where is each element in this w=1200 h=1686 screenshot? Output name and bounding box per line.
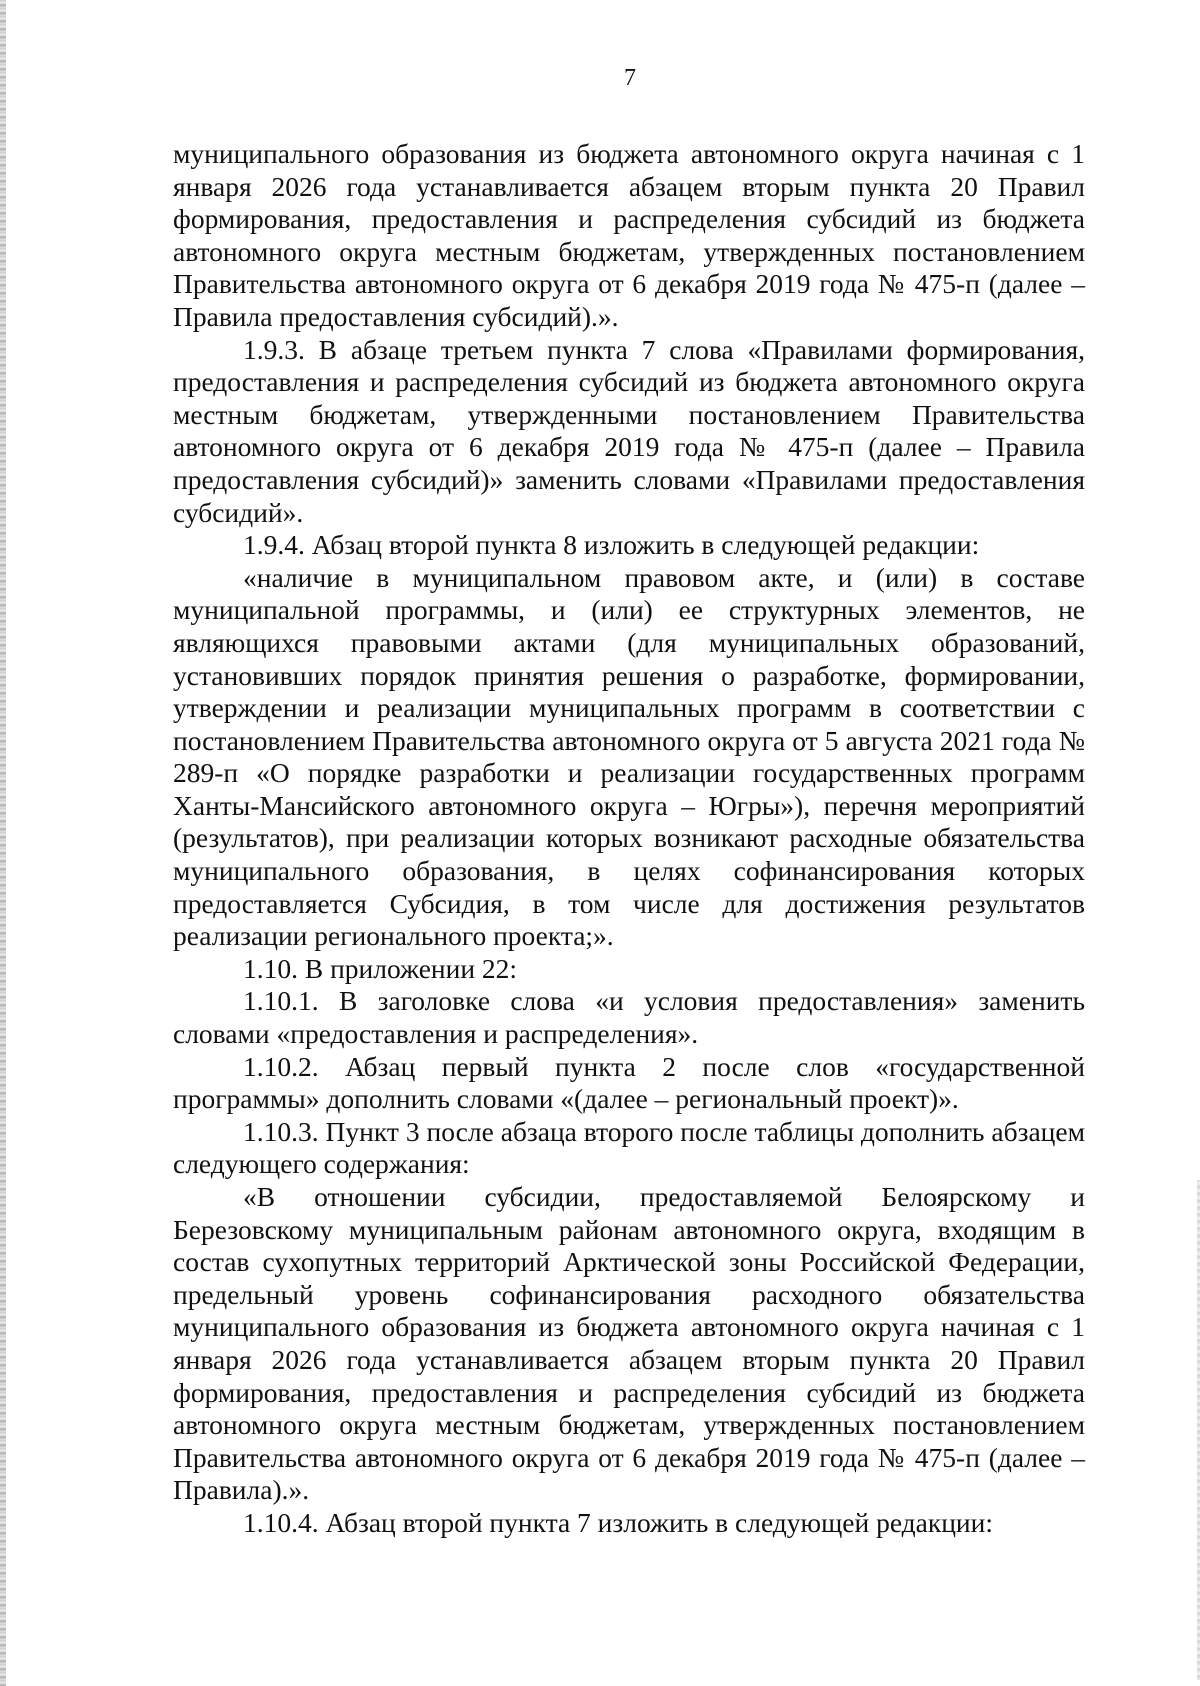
paragraph: 1.9.4. Абзац второй пункта 8 изложить в следующей редакции: bbox=[243, 529, 980, 561]
paragraph: 1.10. В приложении 22: bbox=[243, 952, 518, 984]
paragraph: «В отношении субсидии, предоставляемой Белоярскому и Березовскому муниципальным районам автономного округа, входящим в состав сухопутных территорий Арктической зоны Российской Федерации, предельный уровень софинансирования расходного обязательства муниципального образования из бюджета автономного округа начиная с 1 января 2026 года устанавливается абзацем вторым пункта 20 Правил формирования, предоставления и распределения субсидий из бюджета автономного округа местным бюджетам, утвержденных постановлением Правительства автономного округа от 6 декабря 2019 года № 475-п (далее – Правила).». bbox=[173, 1181, 1085, 1506]
document-body bbox=[173, 138, 1085, 1540]
paragraph: 1.9.3. В абзаце третьем пункта 7 слова «Правилами формирования, предоставления и распределения субсидий из бюджета автономного округа местным бюджетам, утвержденными постановлением Правительства автономного округа от 6 декабря 2019 года № 475-п (далее – Правила предоставления субсидий)» заменить словами «Правилами предоставления субсидий». bbox=[173, 333, 1085, 528]
paragraph: 1.10.3. Пункт 3 после абзаца второго после таблицы дополнить абзацем следующего содержания: bbox=[173, 1115, 1085, 1180]
paragraph: муниципального образования из бюджета автономного округа начиная с 1 января 2026 года устанавливается абзацем вторым пункта 20 Правил формирования, предоставления и распределения субсидий из бюджета автономного округа местным бюджетам, утвержденных постановлением Правительства автономного округа от 6 декабря 2019 года № 475-п (далее – Правила предоставления субсидий).». bbox=[173, 138, 1085, 332]
paragraph: 1.10.4. Абзац второй пункта 7 изложить в следующей редакции: bbox=[243, 1506, 994, 1538]
paragraph: 1.10.1. В заголовке слова «и условия предоставления» заменить словами «предоставления и распределения». bbox=[173, 985, 1085, 1050]
paragraph: «наличие в муниципальном правовом акте, и (или) в составе муниципальной программы, и (или) ее структурных элементов, не являющихся правовыми актами (для муниципальных образований, установивших порядок принятия решения о разработке, формировании, утверждении и реализации муниципальных программ в соответствии с постановлением Правительства автономного округа от 5 августа 2021 года № 289-п «О порядке разработки и реализации государственных программ Ханты-Мансийского автономного округа – Югры»), перечня мероприятий (результатов), при реализации которых возникают расходные обязательства муниципального образования, в целях софинансирования которых предоставляется Субсидия, в том числе для достижения результатов реализации регионального проекта;». bbox=[173, 561, 1085, 952]
paragraph: 1.10.2. Абзац первый пункта 2 после слов «государственной программы» дополнить словами «(далее – региональный проект)». bbox=[173, 1050, 1085, 1115]
page-number: 7 bbox=[624, 65, 636, 91]
scan-left-edge bbox=[0, 0, 6, 1686]
